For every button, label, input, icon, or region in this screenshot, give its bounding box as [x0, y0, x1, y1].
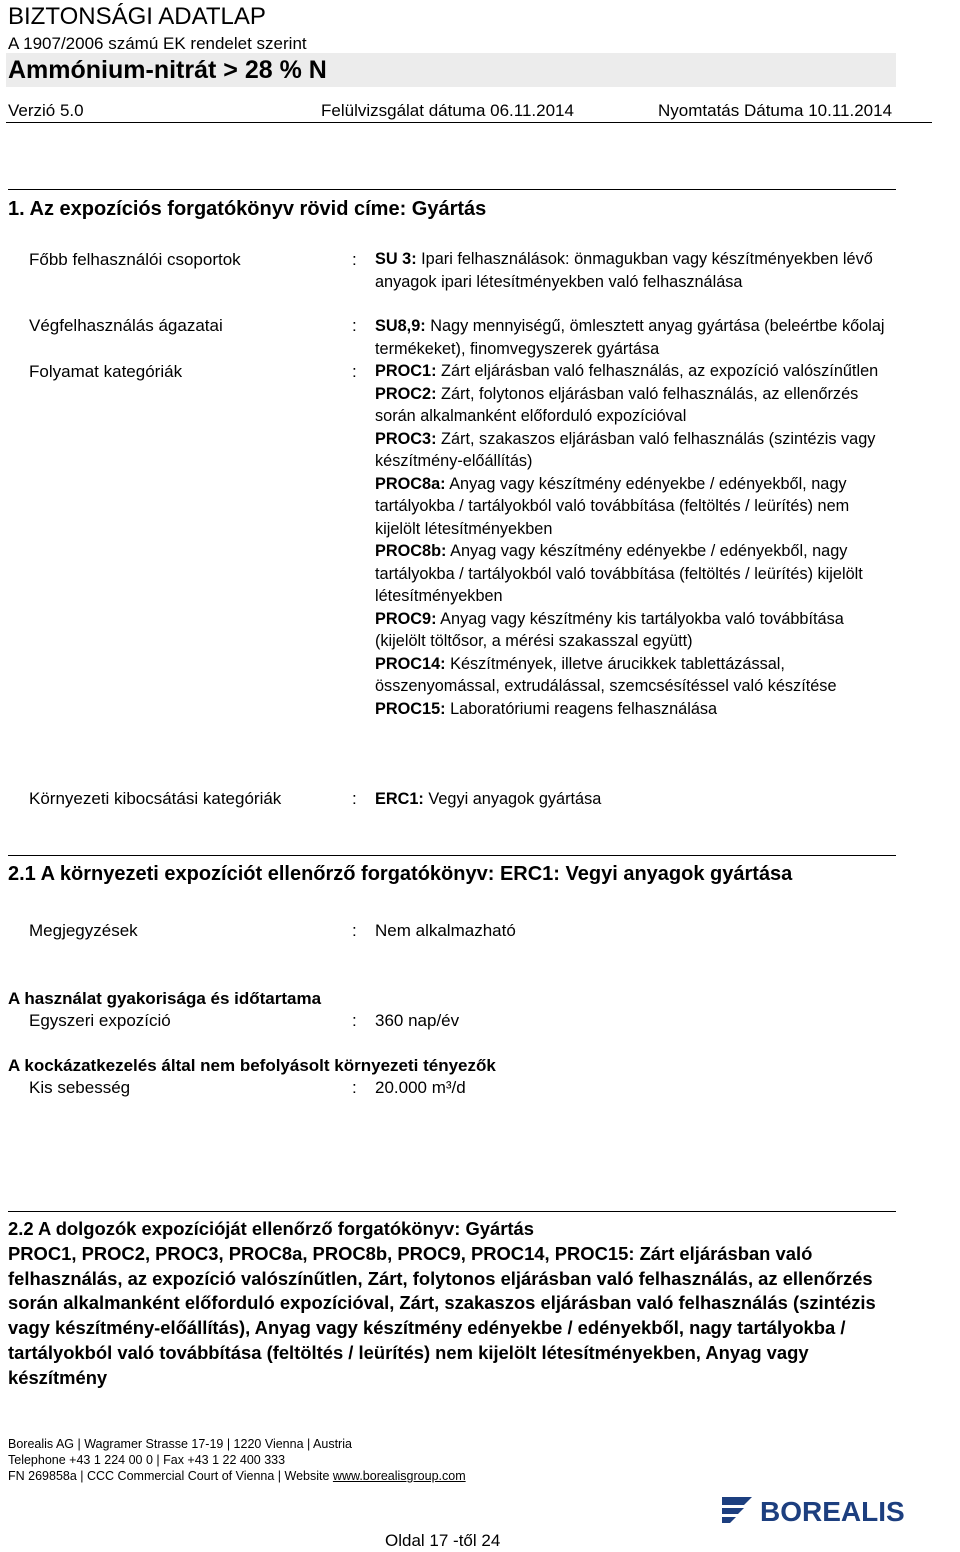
su-code: SU 3: [375, 250, 417, 268]
proc-item [375, 540, 895, 608]
colon: : [352, 362, 357, 381]
section22-rule [8, 1211, 896, 1212]
proc-item [375, 653, 895, 698]
section22-title: 2.2 A dolgozók expozícióját ellenőrző forgatókönyv: Gyártás [8, 1218, 534, 1239]
proc-text: Zárt eljárásban való felhasználás, az expozíció valószínűtlen [436, 362, 879, 380]
proc-code: PROC15: [375, 699, 446, 718]
colon: : [352, 250, 357, 269]
website-link[interactable]: www.borealisgroup.com [332, 1469, 466, 1483]
su-text: Nagy mennyiségű, ömlesztett anyag gyártása (beleértbe kőolaj termékeket), finomvegyszerek gyártása [375, 317, 885, 358]
proc-code: PROC14: [375, 654, 446, 673]
environment-label: Környezeti kibocsátási kategóriák [29, 789, 282, 808]
section21-title: 2.1 A környezeti expozíciót ellenőrző forgatókönyv: ERC1: Vegyi anyagok gyártása [8, 863, 793, 885]
notes-label: Megjegyzések [29, 921, 138, 940]
erc-code: ERC1: [375, 790, 424, 808]
colon: : [352, 316, 357, 335]
page-number: Oldal 17 -től 24 [385, 1531, 501, 1550]
proc-text: Készítmények, illetve árucikkek tablettázással, összenyomással, extrudálással, szemcsésítéssel való készítése [375, 654, 837, 695]
proc-code: PROC9: [375, 609, 437, 628]
document-title: BIZTONSÁGI ADATLAP [8, 3, 266, 30]
process-label: Folyamat kategóriák [29, 362, 183, 381]
environment-factors-heading: A kockázatkezelés által nem befolyásolt környezeti tényezők [8, 1056, 496, 1075]
proc-item [375, 383, 895, 428]
proc-text: Laboratóriumi reagens felhasználása [445, 699, 718, 718]
erc-text: Vegyi anyagok gyártása [423, 790, 602, 808]
proc-code: PROC8a: [375, 474, 446, 493]
proc-text: Anyag vagy készítmény edényekbe / edényekből, nagy tartályokba / tartályokból való továbbítása (feltöltés / leürítés) nem kijelölt létesítményekben [375, 474, 850, 538]
colon: : [352, 1011, 357, 1030]
footer-registration-text: FN 269858a | CCC Commercial Court of Vienna | Website [8, 1469, 333, 1483]
product-name: Ammónium-nitrát > 28 % N [8, 56, 327, 84]
environment-value [375, 788, 895, 811]
revision-date: Felülvizsgálat dátuma 06.11.2014 [321, 101, 574, 120]
section21-rule [8, 855, 896, 856]
borealis-logo-icon [720, 1491, 956, 1531]
regulation-reference: A 1907/2006 számú EK rendelet szerint [8, 34, 307, 53]
proc-text: Zárt, folytonos eljárásban való felhasználás, az ellenőrzés során alkalmanként előforduló expozícióval [375, 384, 859, 425]
sectors-label: Végfelhasználás ágazatai [29, 316, 223, 335]
section1-title: 1. Az expozíciós forgatókönyv rövid címe: Gyártás [8, 198, 487, 220]
su-code: SU8,9: [375, 317, 426, 335]
logo-text: BOREALIS [760, 1496, 905, 1527]
proc-code: PROC1: [375, 362, 437, 380]
proc-code: PROC8b: [375, 542, 447, 560]
proc-code: PROC3: [375, 429, 437, 448]
frequency-heading: A használat gyakorisága és időtartama [8, 989, 322, 1008]
section1-rule [8, 189, 896, 190]
proc-item [375, 360, 895, 383]
footer-registration [8, 1468, 466, 1484]
footer-address: Borealis AG | Wagramer Strasse 17-19 | 1220 Vienna | Austria [8, 1437, 352, 1451]
flow-value: 20.000 m³/d [375, 1078, 466, 1097]
version: Verzió 5.0 [8, 101, 84, 120]
proc-text: Anyag vagy készítmény edényekbe / edényekből, nagy tartályokba / tartályokból való továbbítása (feltöltés / leürítés) kijelölt létesítményekben [375, 542, 863, 605]
proc-text: Zárt, szakaszos eljárásban való felhasználás (szintézis vagy készítmény-előállítás) [375, 429, 876, 470]
notes-value: Nem alkalmazható [375, 921, 516, 940]
colon: : [352, 789, 357, 808]
proc-item [375, 473, 895, 541]
proc-item [375, 608, 895, 653]
user-groups-value [375, 248, 895, 293]
proc-item [375, 698, 895, 721]
proc-text: Anyag vagy készítmény kis tartályokba való továbbítása (kijelölt töltősor, a mérési szakasszal együtt) [375, 609, 844, 650]
frequency-value: 360 nap/év [375, 1011, 460, 1030]
sectors-value [375, 315, 895, 360]
section22-body: PROC1, PROC2, PROC3, PROC8a, PROC8b, PROC9, PROC14, PROC15: Zárt eljárásban való felhasználás, az expozíció valószínűtlen, Zárt, folytonos eljárásban való felhasználás, az ellenőrzés során alkalmanként előforduló expozícióval, Zárt, szakaszos eljárásban való felhasználás (szintézis vagy készítmény-előállítás), Anyag vagy készítmény edényekbe / edényekből, nagy tartályokba / tartályokból való továbbítása (feltöltés / leürítés) nem kijelölt létesítményekben, Anyag vagy készítmény [8, 1243, 876, 1388]
su-text: Ipari felhasználások: önmagukban vagy készítményekben lévő anyagok ipari létesítményekben való felhasználása [375, 250, 873, 291]
colon: : [352, 921, 357, 940]
frequency-label: Egyszeri expozíció [29, 1011, 171, 1030]
colon: : [352, 1078, 357, 1097]
borealis-logo [720, 1491, 956, 1536]
proc-code: PROC2: [375, 384, 437, 403]
process-list [375, 360, 895, 720]
header-rule [6, 122, 932, 123]
flow-label: Kis sebesség [29, 1078, 131, 1097]
proc-item [375, 428, 895, 473]
print-date: Nyomtatás Dátuma 10.11.2014 [658, 101, 893, 120]
footer-phone: Telephone +43 1 224 00 0 | Fax +43 1 22 400 333 [8, 1453, 286, 1467]
user-groups-label: Főbb felhasználói csoportok [29, 250, 241, 269]
